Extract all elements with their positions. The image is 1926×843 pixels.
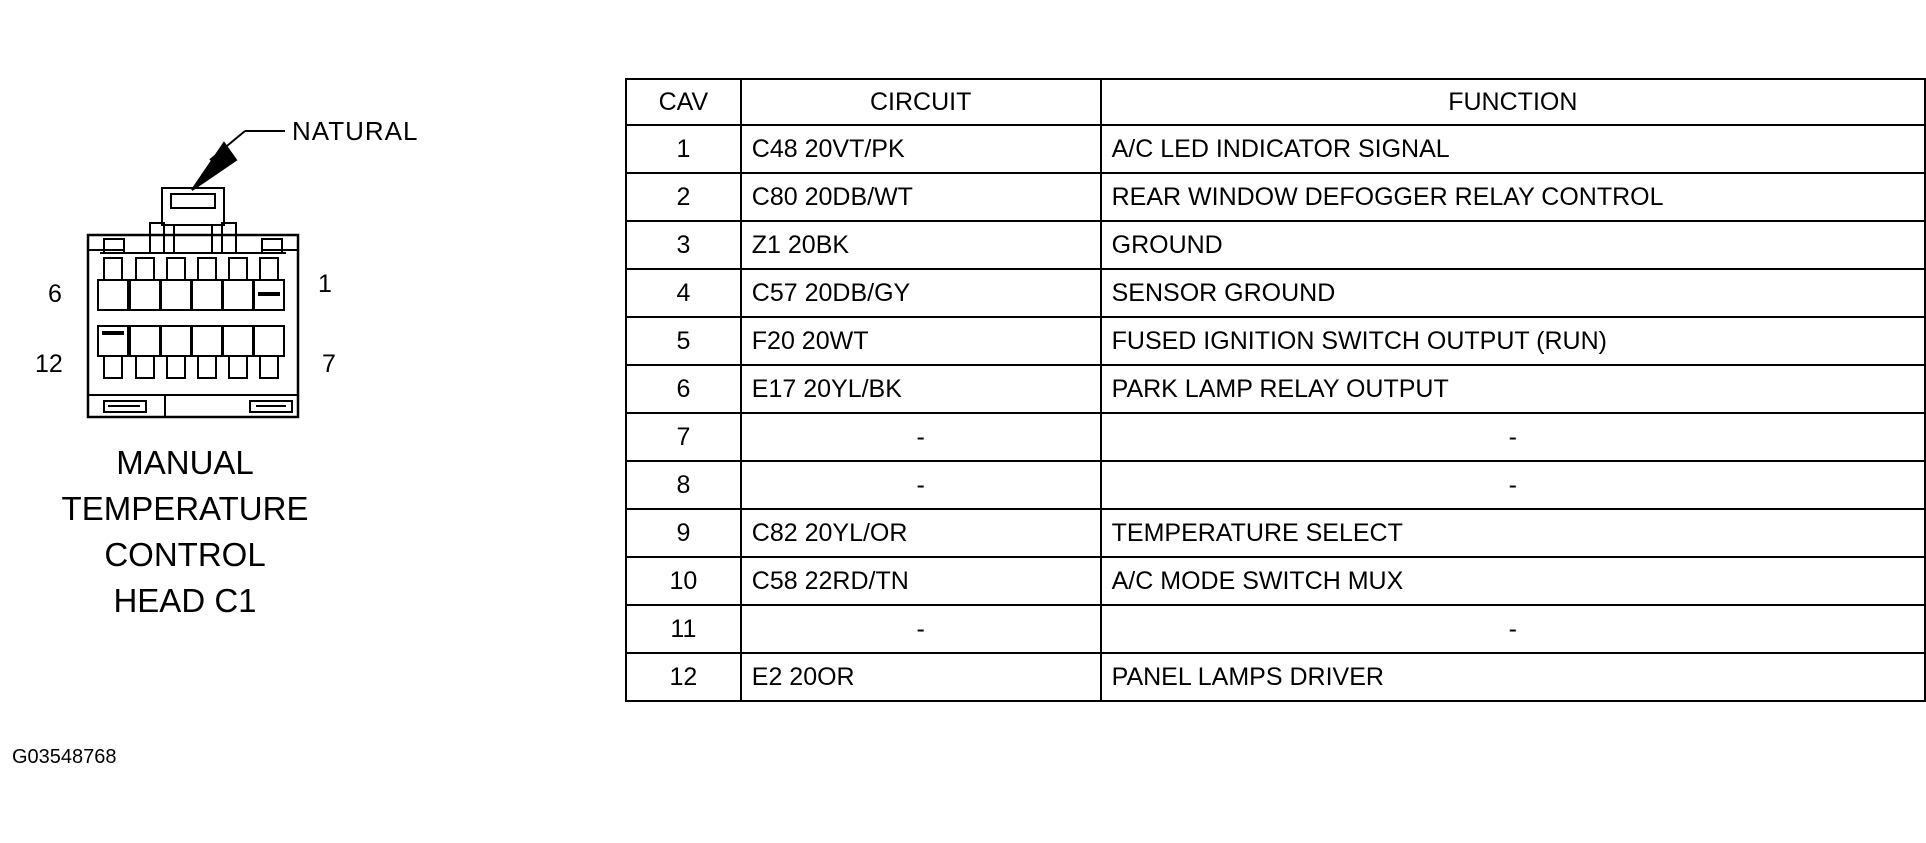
table-row [626,173,1925,221]
caption-line-3: CONTROL [104,536,266,573]
circuit-cell: - [741,461,1101,509]
function-cell: PANEL LAMPS DRIVER [1101,653,1925,701]
table-row [626,413,1925,461]
table-row [626,365,1925,413]
function-cell: GROUND [1101,221,1925,269]
table-header-row [626,79,1925,125]
header-circuit: CIRCUIT [741,79,1101,125]
pin-label-6: 6 [48,280,62,308]
cav-cell: 4 [626,269,741,317]
circuit-cell: E17 20YL/BK [741,365,1101,413]
table-row [626,221,1925,269]
circuit-cell: Z1 20BK [741,221,1101,269]
pin-label-7: 7 [322,350,336,378]
cav-cell: 3 [626,221,741,269]
function-cell: SENSOR GROUND [1101,269,1925,317]
function-cell: FUSED IGNITION SWITCH OUTPUT (RUN) [1101,317,1925,365]
cav-cell: 10 [626,557,741,605]
figure-id: G03548768 [12,746,117,768]
function-cell: PARK LAMP RELAY OUTPUT [1101,365,1925,413]
table-row [626,653,1925,701]
cav-cell: 6 [626,365,741,413]
pin-label-1: 1 [318,270,332,298]
table-row [626,269,1925,317]
cav-cell: 7 [626,413,741,461]
bottom-cavity-row [98,326,284,378]
function-cell: - [1101,461,1925,509]
circuit-cell: C80 20DB/WT [741,173,1101,221]
function-cell: REAR WINDOW DEFOGGER RELAY CONTROL [1101,173,1925,221]
table-row [626,605,1925,653]
table-row [626,317,1925,365]
pin-label-12: 12 [35,350,63,378]
circuit-cell: E2 20OR [741,653,1101,701]
circuit-cell: F20 20WT [741,317,1101,365]
circuit-cell: C58 22RD/TN [741,557,1101,605]
table-row [626,125,1925,173]
cav-cell: 11 [626,605,741,653]
top-cavity-row [98,258,284,310]
circuit-cell: C48 20VT/PK [741,125,1101,173]
function-cell: - [1101,605,1925,653]
cav-cell: 1 [626,125,741,173]
caption-line-2: TEMPERATURE [61,490,309,527]
function-cell: - [1101,413,1925,461]
callout-natural-label: NATURAL [292,116,419,146]
caption-line-1: MANUAL [116,444,254,481]
circuit-cell: - [741,605,1101,653]
callout-arrowhead [192,143,236,190]
caption-line-4: HEAD C1 [113,582,257,619]
header-cav: CAV [626,79,741,125]
function-cell: TEMPERATURE SELECT [1101,509,1925,557]
function-cell: A/C LED INDICATOR SIGNAL [1101,125,1925,173]
cav-cell: 2 [626,173,741,221]
circuit-cell: - [741,413,1101,461]
pinout-table [625,78,1926,702]
circuit-cell: C57 20DB/GY [741,269,1101,317]
cav-cell: 12 [626,653,741,701]
table-row [626,509,1925,557]
cav-cell: 8 [626,461,741,509]
header-function: FUNCTION [1101,79,1925,125]
cav-cell: 9 [626,509,741,557]
circuit-cell: C82 20YL/OR [741,509,1101,557]
cav-cell: 5 [626,317,741,365]
table-row [626,557,1925,605]
table-row [626,461,1925,509]
connector-caption [60,440,310,624]
function-cell: A/C MODE SWITCH MUX [1101,557,1925,605]
